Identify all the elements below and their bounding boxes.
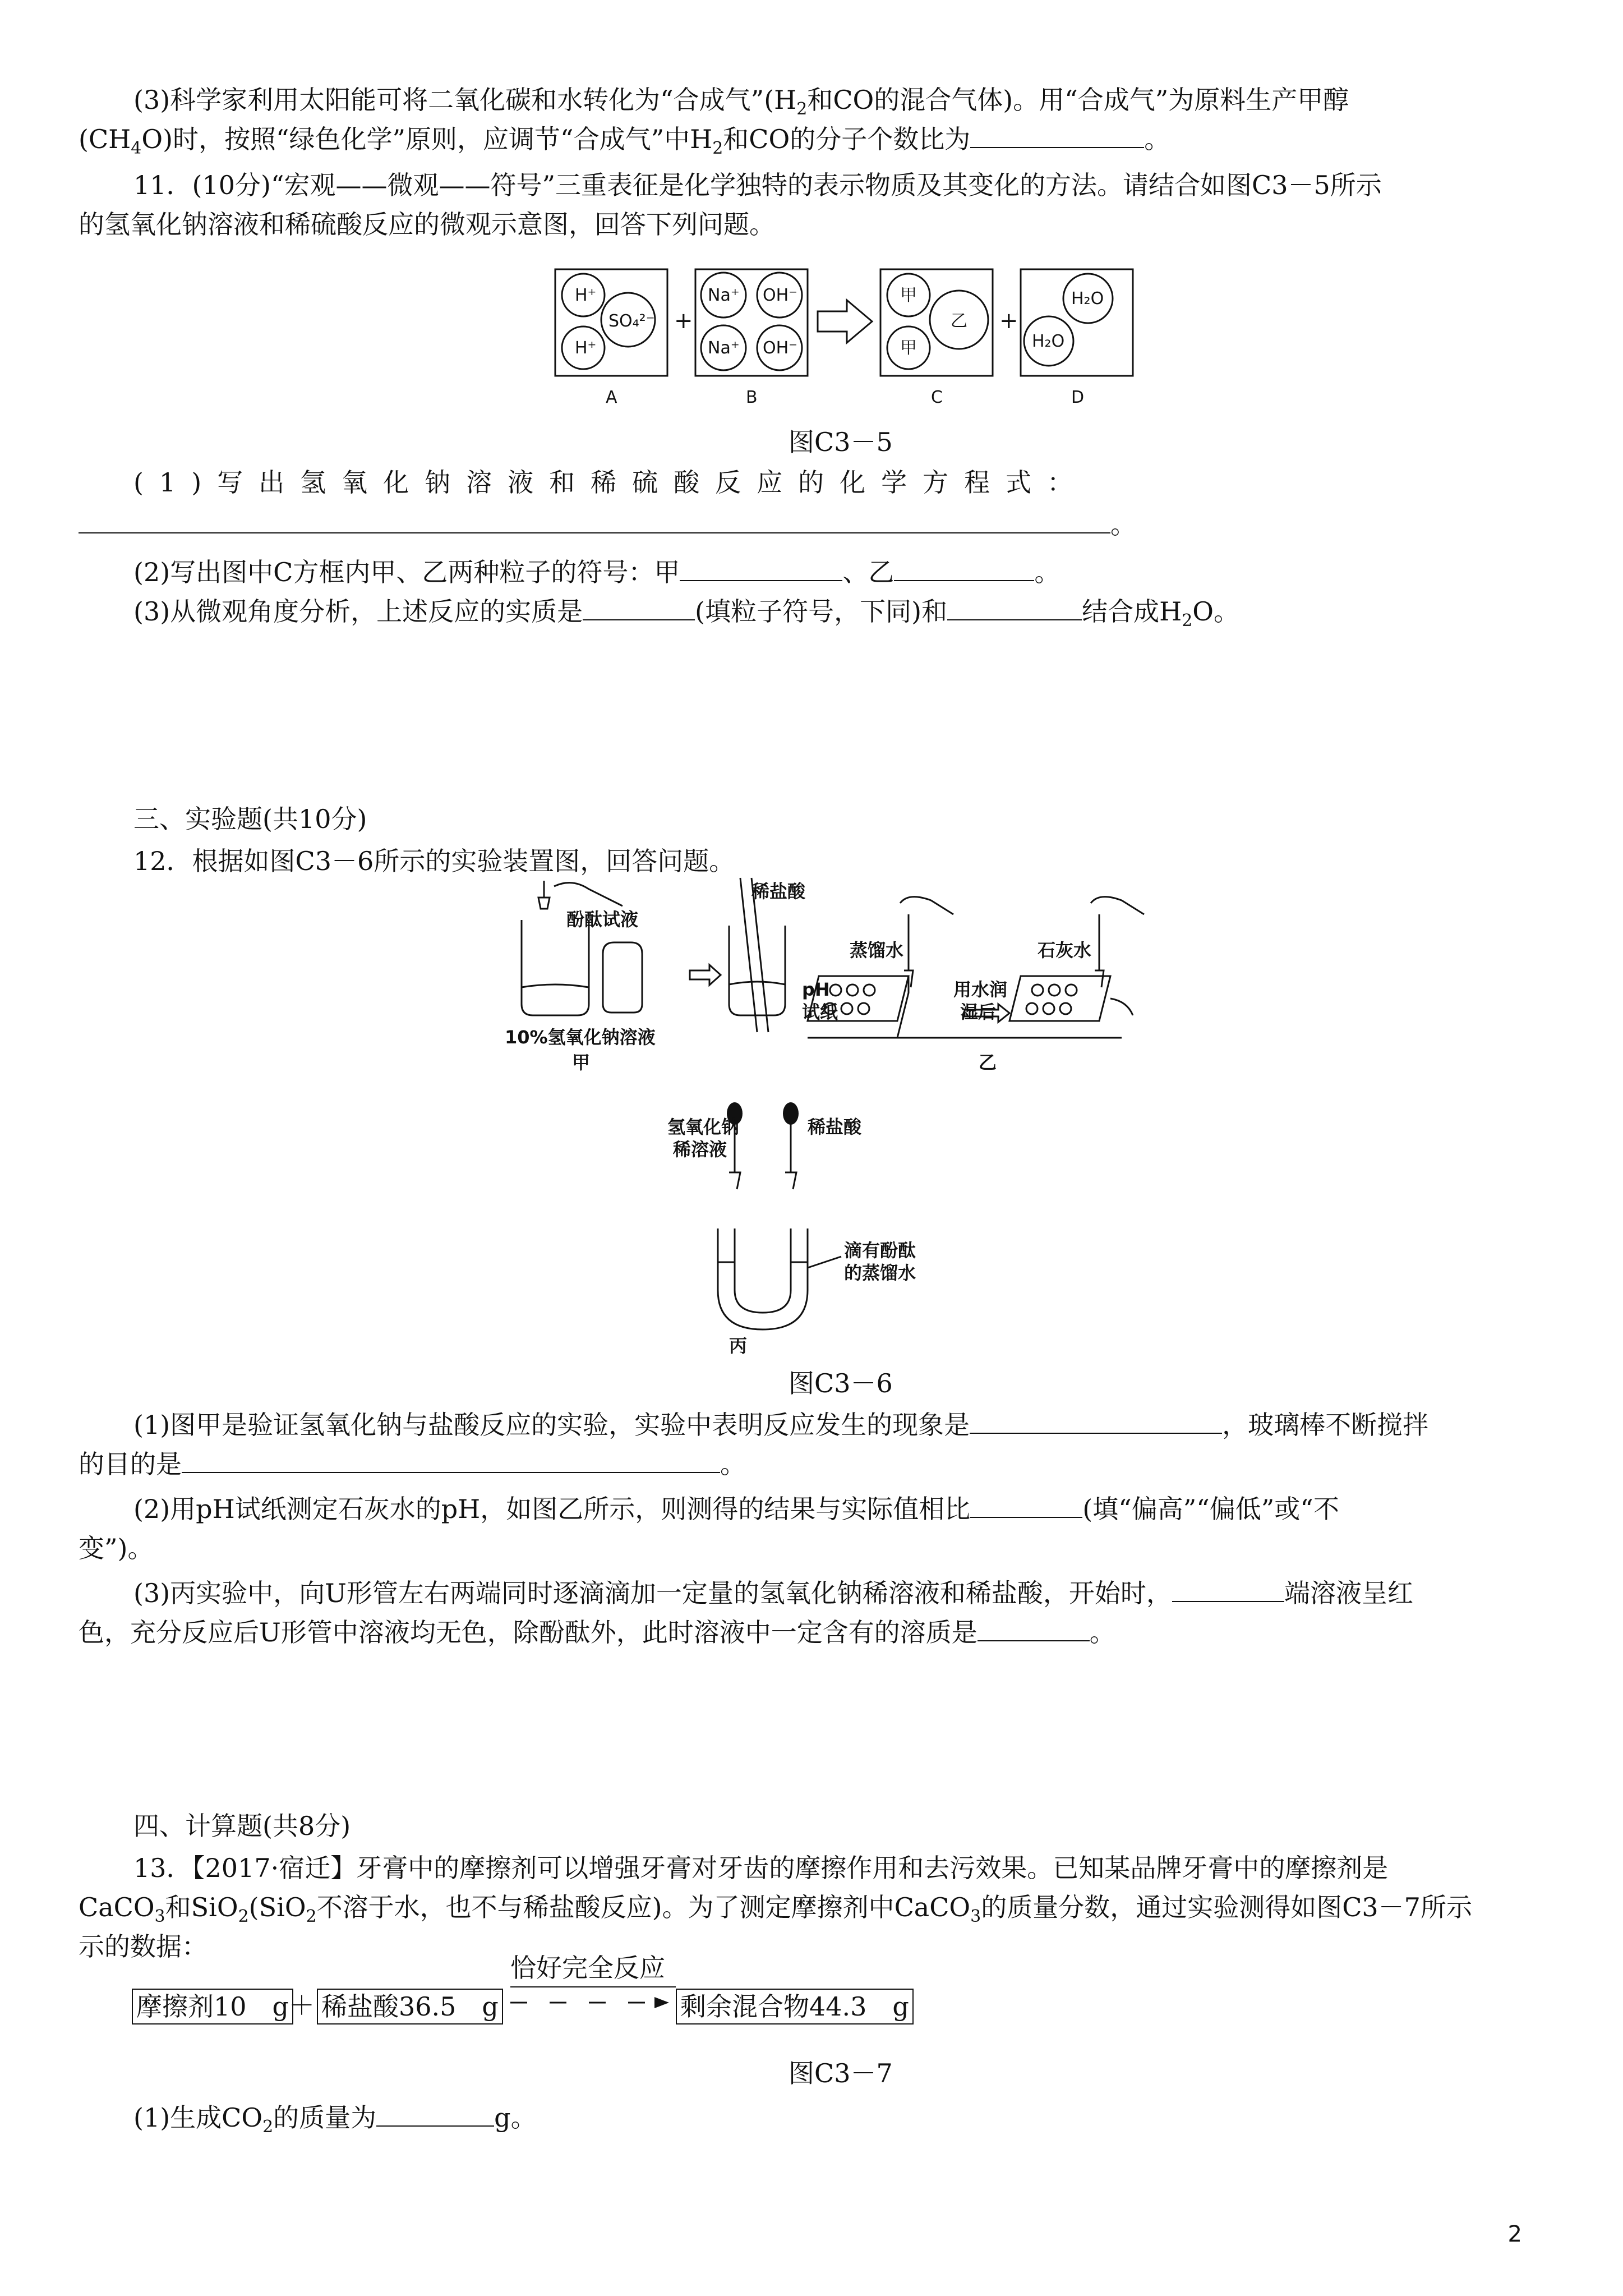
flow-arrow-icon — [508, 1986, 676, 2019]
label-yi: 乙 — [979, 1052, 997, 1073]
figure-c3-6 — [505, 875, 1178, 1356]
label-after-wetting: 湿后 — [960, 1001, 997, 1023]
label-d: D — [1071, 388, 1085, 407]
plus-sign: + — [999, 308, 1018, 334]
label-distilled-water: 的蒸馏水 — [844, 1262, 916, 1283]
answer-blank[interactable] — [1172, 1576, 1284, 1602]
label-wet-with-water: 用水润 — [953, 979, 1008, 1000]
answer-blank[interactable] — [680, 555, 842, 581]
q12-stem: 12．根据如图C3－6所示的实验装置图，回答问题。 — [133, 846, 735, 876]
ion-oh-minus: OH⁻ — [763, 338, 798, 358]
label-c: C — [931, 388, 943, 407]
q11-line2: 的氢氧化钠溶液和稀硫酸反应的微观示意图，回答下列问题。 — [79, 209, 775, 240]
particle-jia: 甲 — [900, 338, 917, 358]
ion-h-plus: H⁺ — [575, 286, 597, 305]
label-distilled-water: 蒸馏水 — [850, 940, 904, 961]
flow-plus: ＋ — [289, 1990, 315, 2021]
figure-caption: 图C3－6 — [789, 1368, 893, 1398]
q10-part3-line1: (3)科学家利用太阳能可将二氧化碳和水转化为“合成气$”(H_2$和CO的混合气体)。用“合成气”为原料生产甲醇 — [133, 85, 1349, 119]
q11-p3: (3)从微观角度分析，上述反应的实质是 (填粒子符号，下同)和 结合成$H_2O$。 — [133, 595, 1239, 638]
label-test-paper: 试纸 — [802, 1001, 838, 1023]
flow-box-remaining: 剩余混合物44.3 g — [676, 1989, 914, 2024]
water-molecule: H₂O — [1032, 332, 1065, 351]
q13-line3: 示的数据： — [79, 1931, 208, 1962]
label-dilute-hcl: 稀盐酸 — [808, 1116, 862, 1138]
answer-blank[interactable] — [79, 508, 1110, 533]
label-ph: pH — [802, 979, 830, 1000]
q12-p1-line2: 的目的是 。 — [79, 1447, 746, 1481]
answer-blank[interactable] — [970, 1492, 1082, 1518]
label-b: B — [746, 388, 758, 407]
q12-p2-line1: (2)用pH试纸测定石灰水的pH，如图乙所示，则测得的结果与实际值相比 (填“偏高”“偏低”或“不 — [133, 1492, 1339, 1526]
q12-p1-line1: (1)图甲是验证氢氧化钠与盐酸反应的实验，实验中表明反应发生的现象是 ，玻璃棒不断搅拌 — [133, 1408, 1428, 1442]
ion-na-plus: Na⁺ — [708, 286, 740, 305]
answer-blank[interactable] — [970, 122, 1144, 148]
label-phenolphthalein-water: 滴有酚酞 — [844, 1240, 916, 1261]
q11-p1-answer: 。 — [79, 508, 1136, 541]
particle-jia: 甲 — [900, 286, 917, 305]
q12-p3-line2: 色，充分反应后U形管中溶液均无色，除酚酞外，此时溶液中一定含有的溶质是 。 — [79, 1616, 1115, 1649]
answer-blank[interactable] — [947, 595, 1082, 620]
answer-blank[interactable] — [376, 2101, 494, 2127]
label-jia: 甲 — [572, 1052, 591, 1073]
answer-blank[interactable] — [182, 1447, 720, 1473]
flow-arrow-label: 恰好完全反应 — [510, 1953, 665, 1983]
section-4-title: 四、计算题(共8分) — [133, 1811, 351, 1841]
answer-blank[interactable] — [894, 555, 1034, 581]
particle-yi: 乙 — [951, 311, 967, 331]
answer-blank[interactable] — [978, 1616, 1090, 1641]
ion-h-plus: H⁺ — [575, 338, 597, 358]
q13-line1: 13．【2017·宿迁】牙膏中的摩擦剂可以增强牙膏对牙齿的摩擦作用和去污效果。已知某品牌牙膏中的摩擦剂是 — [133, 1853, 1389, 1883]
q11-p1: (1)写出氢氧化钠溶液和稀硫酸反应的化学方程式： — [133, 467, 1089, 498]
label-phenolphthalein: 酚酞试液 — [566, 909, 639, 930]
label-naoh-solution: 10%氢氧化钠溶液 — [505, 1027, 656, 1048]
q13-p1: (1)生成$CO_2$的质量为 g。 — [133, 2101, 537, 2144]
q13-line2: CaCO$_3$和SiO$_2$(SiO$_2$不溶于水，也不与稀盐酸反应)。为了测定摩擦剂中CaCO$_3$的质量分数，通过实验测得如图C3－7所示 — [79, 1892, 1472, 1927]
ion-oh-minus: OH⁻ — [763, 286, 798, 305]
ion-sulfate: SO₄²⁻ — [608, 311, 655, 331]
answer-blank[interactable] — [970, 1408, 1222, 1434]
page-number: 2 — [1507, 2221, 1522, 2247]
label-dilute-hcl: 稀盐酸 — [751, 881, 806, 902]
q10-part3-line2: $(CH_4O)$时，按照“绿色化学”原则，应调节“合成气”中$H_2$和CO的分子个数比为 。 — [79, 122, 1170, 165]
figure-caption: 图C3－5 — [789, 427, 893, 457]
label-dilute-solution: 稀溶液 — [673, 1139, 727, 1160]
label-limewater: 石灰水 — [1038, 940, 1092, 961]
plus-sign: + — [674, 308, 693, 334]
ion-na-plus: Na⁺ — [708, 338, 740, 358]
section-3-title: 三、实验题(共10分) — [133, 804, 367, 834]
label-bing: 丙 — [729, 1335, 748, 1356]
q11-line1: 11．(10分)“宏观——微观——符号”三重表征是化学独特的表示物质及其变化的方法。请结合如图C3－5所示 — [133, 170, 1382, 200]
label-naoh: 氢氧化钠 — [667, 1116, 740, 1138]
q12-p3-line1: (3)丙实验中，向U形管左右两端同时逐滴滴加一定量的氢氧化钠稀溶液和稀盐酸，开始时， 端溶液呈红 — [133, 1576, 1413, 1610]
q12-p2-line2: 变”)。 — [79, 1533, 154, 1563]
q11-p2: (2)写出图中C方框内甲、乙两种粒子的符号：甲 、乙 。 — [133, 555, 1060, 589]
answer-blank[interactable] — [583, 595, 695, 620]
figure-caption: 图C3－7 — [789, 2058, 893, 2088]
figure-c3-5 — [550, 264, 1155, 409]
flow-box-hcl: 稀盐酸36.5 g — [317, 1989, 503, 2024]
label-a: A — [606, 388, 617, 407]
flow-box-abrasive: 摩擦剂10 g — [132, 1989, 293, 2024]
water-molecule: H₂O — [1071, 289, 1104, 309]
